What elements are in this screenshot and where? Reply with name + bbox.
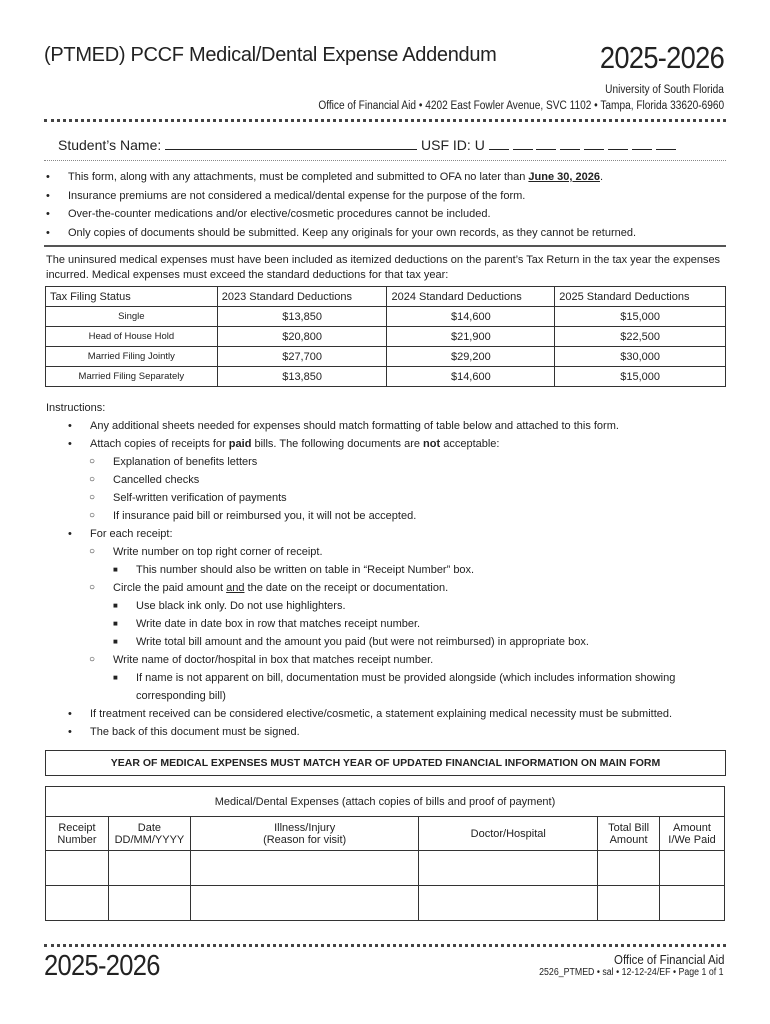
list-item: • For each receipt: [46,525,726,543]
deduction-2025: $15,000 [555,307,726,327]
expenses-table [45,786,725,921]
list-item: ■ Write total bill amount and the amount you paid (but were not reimbursed) in appropriate box. [46,633,726,651]
list-item: • If treatment received can be considered elective/cosmetic, a statement explaining medical necessity must be submitted. [46,705,726,723]
filing-status: Married Filing Jointly [46,347,218,367]
filing-status: Married Filing Separately [46,367,218,387]
copies-notice: • Only copies of documents should be submitted. Keep any originals for your own records, as they cannot be returned. [44,224,724,243]
filing-status: Single [46,307,218,327]
office-address: Office of Financial Aid • 4202 East Fowler Avenue, SVC 1102 • Tampa, Florida 33620-6960 [318,100,724,112]
receipt-number-header: Receipt Number [46,817,109,851]
list-item: ■ Use black ink only. Do not use highlighters. [46,597,726,615]
amount-paid-cell[interactable] [660,886,725,921]
instructions-label: Instructions: [46,402,106,414]
notice-list [44,168,724,242]
list-item: ○ Write number on top right corner of receipt. [46,543,726,561]
table-header-row [46,817,725,851]
deadline-notice: • This form, along with any attachments, must be completed and submitted to OFA no later than June 30, 2026. [44,168,724,187]
deduction-2025: $22,500 [555,327,726,347]
list-item: ○ Self-written verification of payments [46,489,726,507]
list-item: ■ Write date in date box in row that matches receipt number. [46,615,726,633]
usf-id-digit[interactable] [560,135,580,150]
instructions [46,399,726,741]
table-header: 2025 Standard Deductions [555,287,726,307]
student-divider [44,160,726,161]
list-item: • Attach copies of receipts for paid bills. The following documents are not acceptable: [46,435,726,453]
date-header: Date DD/MM/YYYY [108,817,190,851]
table-row [46,347,726,367]
table-row [46,307,726,327]
filing-status: Head of House Hold [46,327,218,347]
list-item: ○ Write name of doctor/hospital in box that matches receipt number. [46,651,726,669]
header-divider [44,119,726,122]
receipt-number-cell[interactable] [46,886,109,921]
footer-year: 2025-2026 [44,950,160,982]
list-item: ■ If name is not apparent on bill, documentation must be provided alongside (which includes information showing [46,669,726,687]
deadline-date: June 30, 2026 [528,171,600,183]
usf-id-digit[interactable] [608,135,628,150]
deduction-2024: $14,600 [387,367,555,387]
footer-office: Office of Financial Aid [613,952,724,967]
usf-id-digit[interactable] [536,135,556,150]
usf-id-label: USF ID: U [421,137,485,153]
amount-paid-cell[interactable] [660,851,725,886]
otc-notice: • Over-the-counter medications and/or elective/cosmetic procedures cannot be included. [44,205,724,224]
footer-divider [44,944,726,947]
deduction-2025: $15,000 [555,367,726,387]
table-header: Tax Filing Status [46,287,218,307]
list-item: • Any additional sheets needed for expenses should match formatting of table below and attached to this form. [46,417,726,435]
table-row [46,367,726,387]
usf-id-digit[interactable] [656,135,676,150]
date-cell[interactable] [108,851,190,886]
receipt-number-cell[interactable] [46,851,109,886]
student-name-field[interactable] [165,135,417,150]
usf-id-digit[interactable] [584,135,604,150]
table-header: 2024 Standard Deductions [387,287,555,307]
deduction-2023: $13,850 [217,367,387,387]
notice-divider [44,245,726,247]
aid-year: 2025-2026 [599,40,724,75]
illness-cell[interactable] [190,886,419,921]
deduction-intro: The uninsured medical expenses must have been included as itemized deductions on the parent’s Tax Return in the tax year the expenses incurred. Medical expenses must exceed the standard deductions for that tax year: [46,254,721,281]
illness-cell[interactable] [190,851,419,886]
table-row [46,327,726,347]
student-name-label: Student’s Name: [58,137,162,153]
year-match-banner: YEAR OF MEDICAL EXPENSES MUST MATCH YEAR OF UPDATED FINANCIAL INFORMATION ON MAIN FORM [45,750,726,776]
footer-form-code: 2526_PTMED • sal • 12-12-24/EF • Page 1 of 1 [539,967,724,978]
total-bill-cell[interactable] [598,851,660,886]
usf-id-digit[interactable] [489,135,509,150]
total-bill-cell[interactable] [598,886,660,921]
list-item: ○ If insurance paid bill or reimbursed you, it will not be accepted. [46,507,726,525]
student-info-row [58,135,676,153]
list-item: ○ Cancelled checks [46,471,726,489]
table-row [46,851,725,886]
amount-paid-header: Amount I/We Paid [660,817,725,851]
form-title: (PTMED) PCCF Medical/Dental Expense Addendum [44,44,497,66]
table-header-row [46,287,726,307]
illness-header: Illness/Injury (Reason for visit) [190,817,419,851]
deduction-2023: $20,800 [217,327,387,347]
table-caption-row [46,787,725,817]
table-header: 2023 Standard Deductions [217,287,387,307]
list-item: ■ This number should also be written on table in “Receipt Number” box. [46,561,726,579]
doctor-header: Doctor/Hospital [419,817,598,851]
expenses-caption: Medical/Dental Expenses (attach copies of bills and proof of payment) [46,787,725,817]
insurance-notice: • Insurance premiums are not considered a medical/dental expense for the purpose of the form. [44,187,724,206]
doctor-cell[interactable] [419,886,598,921]
deduction-2024: $29,200 [387,347,555,367]
deduction-2023: $27,700 [217,347,387,367]
list-item: ○ Circle the paid amount and the date on the receipt or documentation. [46,579,726,597]
date-cell[interactable] [108,886,190,921]
university-name: University of South Florida [605,84,724,96]
list-item: • The back of this document must be signed. [46,723,726,741]
deduction-2024: $21,900 [387,327,555,347]
deduction-2024: $14,600 [387,307,555,327]
standard-deductions-table [45,286,726,387]
table-row [46,886,725,921]
list-item-continued: corresponding bill) [136,690,226,702]
usf-id-digit[interactable] [632,135,652,150]
deduction-2025: $30,000 [555,347,726,367]
total-bill-header: Total Bill Amount [598,817,660,851]
deduction-2023: $13,850 [217,307,387,327]
doctor-cell[interactable] [419,851,598,886]
usf-id-digit[interactable] [513,135,533,150]
list-item: ○ Explanation of benefits letters [46,453,726,471]
